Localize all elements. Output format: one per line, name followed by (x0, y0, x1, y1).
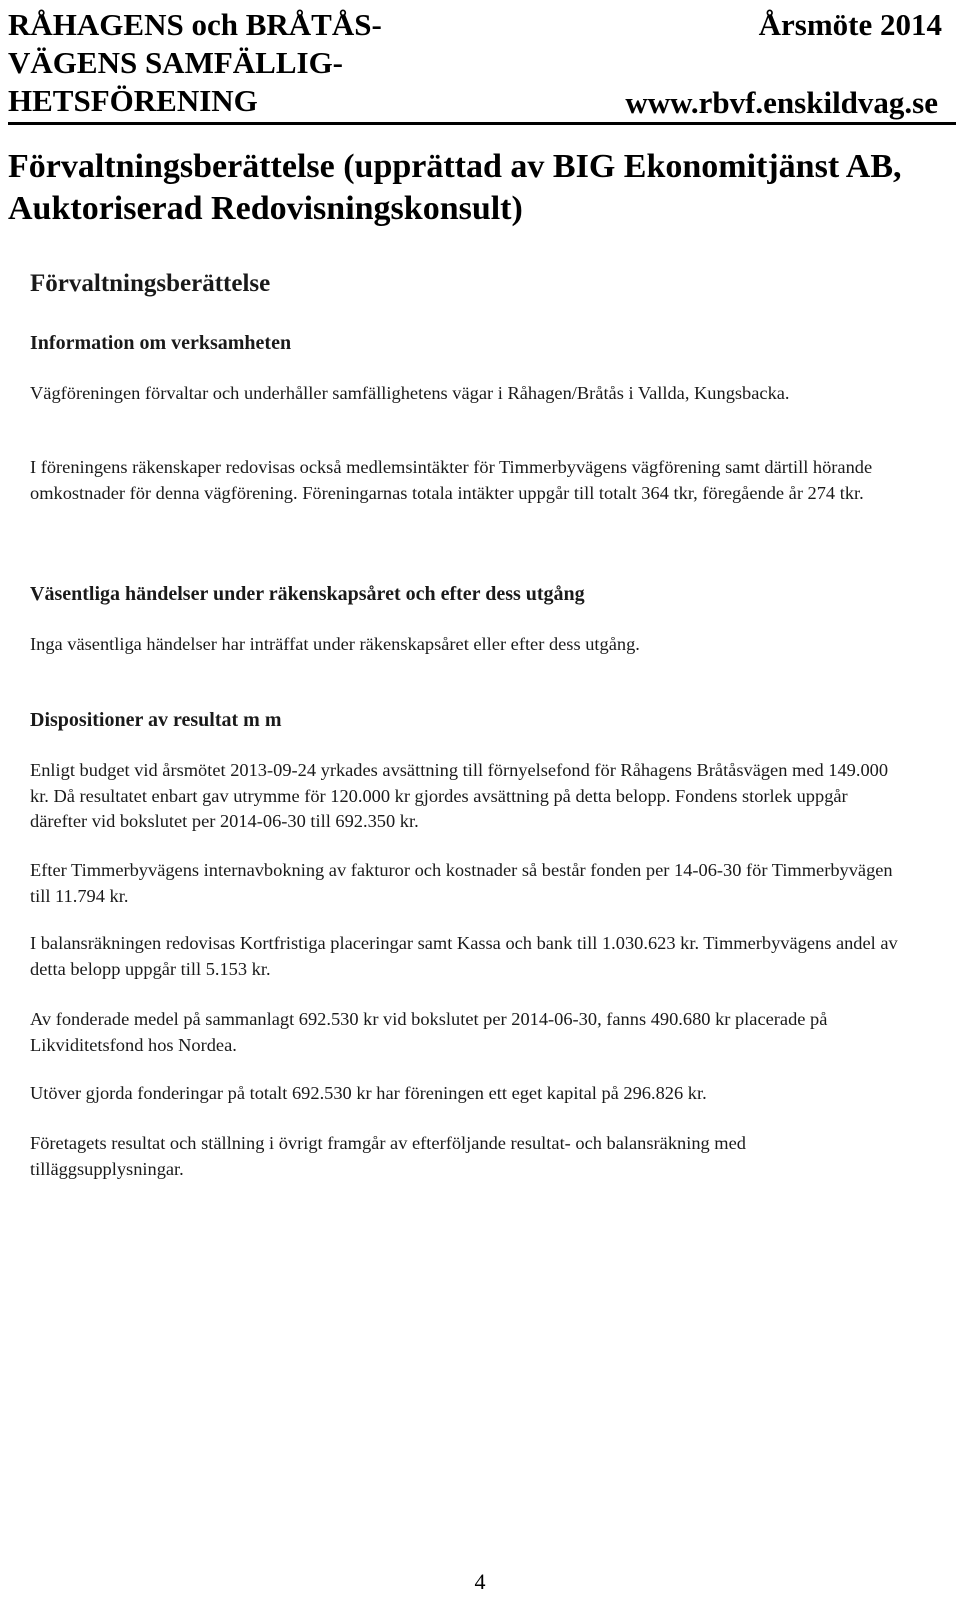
dispositions-paragraph: Företagets resultat och ställning i övrigt framgår av efterföljande resultat- och balansräkning med tilläggsupplysningar. (30, 1133, 746, 1179)
report-title: Förvaltningsberättelse (30, 270, 271, 297)
dispositions-paragraph: Enligt budget vid årsmötet 2013-09-24 yrkades avsättning till förnyelsefond för Råhagens Bråtåsvägen med 149.000 kr. Då resultatet enbart gav utrymme för 120.000 kr gjordes avsättning på detta belopp. Fondens storlek uppgår därefter vid bokslutet per 2014-06-30 till 692.350 kr. (30, 760, 889, 831)
page-header (8, 4, 956, 125)
events-paragraph: Inga väsentliga händelser har inträffat under räkenskapsåret eller efter dess utgång. (30, 634, 640, 654)
dispositions-paragraph: Efter Timmerbyvägens internavbokning av fakturor och kostnader så består fonden per 14-06-30 för Timmerbyvägen till 11.794 kr. (30, 860, 893, 906)
organization-name: RÅHAGENS och BRÅTÅS-VÄGENS SAMFÄLLIG-HETSFÖRENING (8, 7, 382, 118)
information-paragraph: Vägföreningen förvaltar och underhåller samfällighetens vägar i Råhagen/Bråtås i Vallda, Kungsbacka. (30, 383, 790, 403)
information-heading: Information om verksamheten (30, 332, 292, 354)
meeting-title: Årsmöte 2014 (758, 7, 942, 42)
dispositions-paragraph: Av fonderade medel på sammanlagt 692.530 kr vid bokslutet per 2014-06-30, fanns 490.680 kr placerade på Likviditetsfond hos Nordea. (30, 1009, 828, 1055)
dispositions-paragraph: Utöver gjorda fonderingar på totalt 692.530 kr har föreningen ett eget kapital på 296.826 kr. (30, 1083, 707, 1103)
dispositions-paragraph: I balansräkningen redovisas Kortfristiga placeringar samt Kassa och bank till 1.030.623 kr. Timmerbyvägens andel av detta belopp uppgår till 5.153 kr. (30, 933, 898, 979)
management-report (30, 268, 910, 1179)
dispositions-heading: Dispositioner av resultat m m (30, 709, 282, 731)
events-heading: Väsentliga händelser under räkenskapsåret och efter dess utgång (30, 583, 585, 605)
section-title: Förvaltningsberättelse (upprättad av BIG Ekonomitjänst AB, Auktoriserad Redovisningskonsult) (8, 148, 902, 227)
information-paragraph: I föreningens räkenskaper redovisas också medlemsintäkter för Timmerbyvägens vägförening samt därtill hörande omkostnader för denna vägförening. Föreningarnas totala intäkter uppgår till totalt 364 tkr, föregående år 274 tkr. (30, 457, 873, 503)
page-number: 4 (474, 1569, 486, 1594)
website-url: www.rbvf.enskildvag.se (625, 85, 938, 120)
